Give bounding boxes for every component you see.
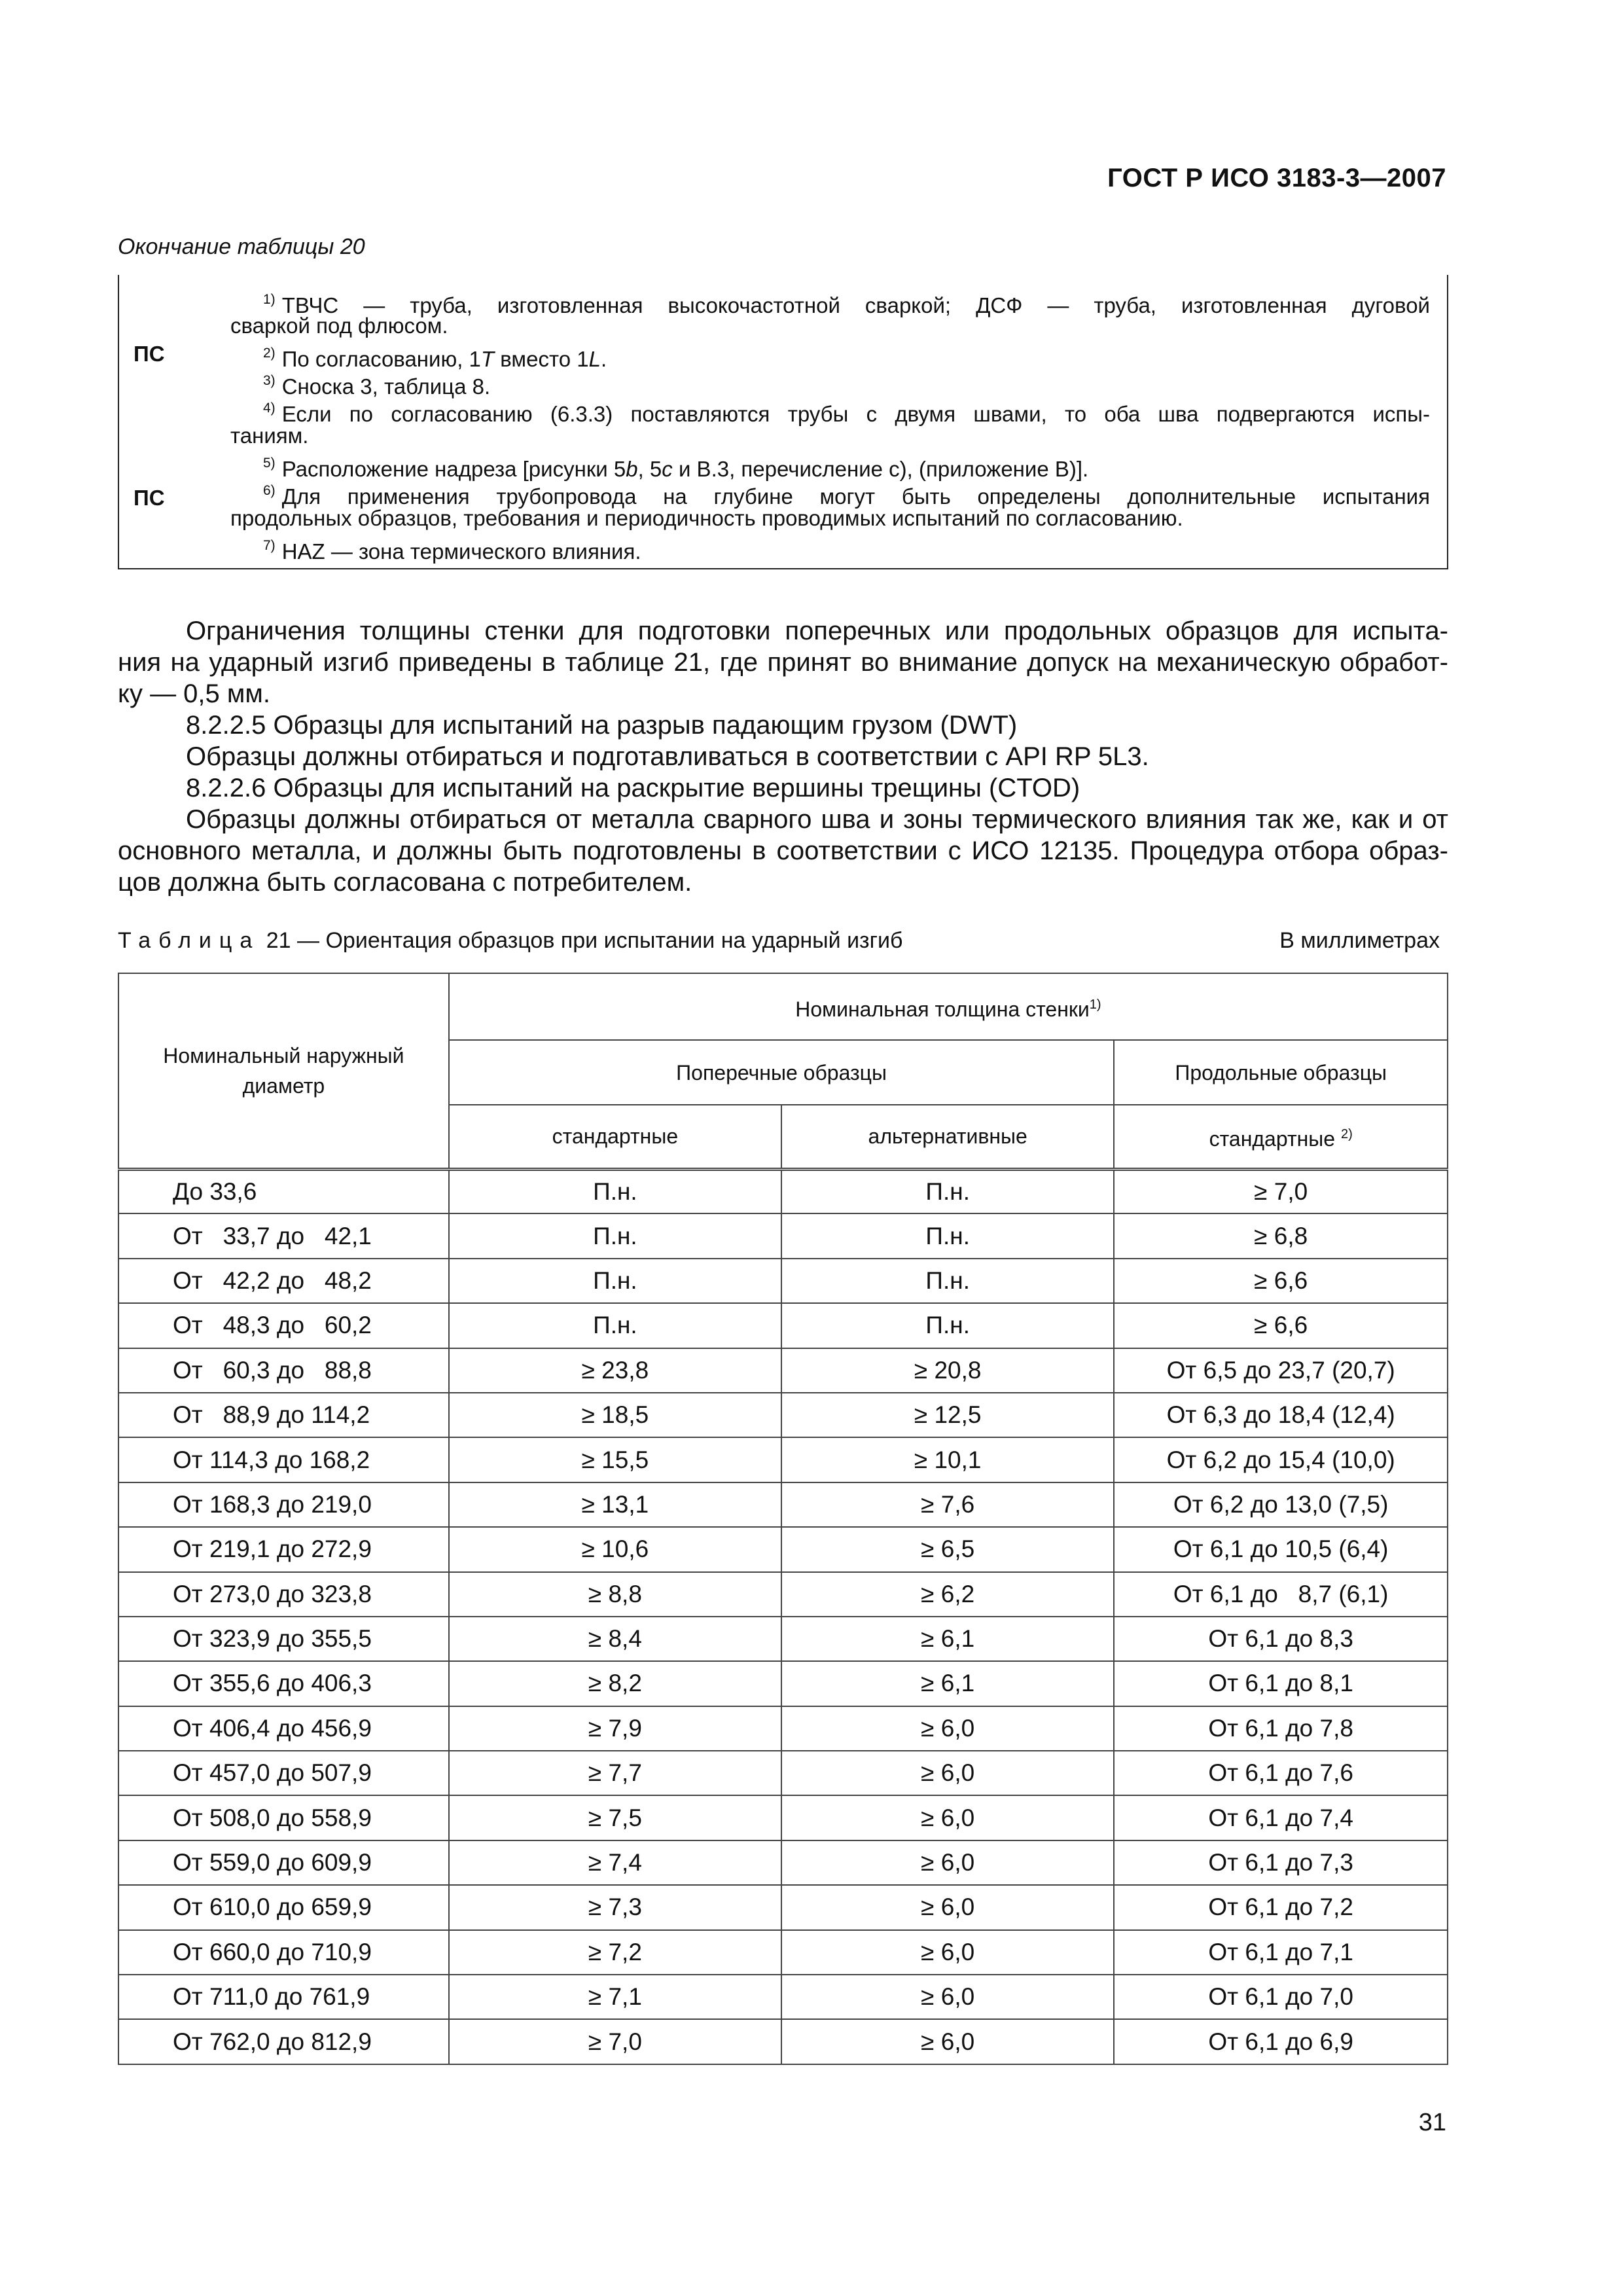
table-row [118,1751,1448,1795]
cell-transverse-alternative: ≥ 20,8 [781,1348,1114,1393]
cell-longitudinal-standard: От 6,1 до 8,7 (6,1) [1114,1572,1448,1617]
standard-designation: ГОСТ Р ИСО 3183-3—2007 [1107,164,1446,192]
cell-transverse-standard: ≥ 7,0 [449,2019,781,2064]
cell-diameter: От 762,0 до 812,9 [118,2019,449,2064]
cell-longitudinal-standard: От 6,2 до 15,4 (10,0) [1114,1437,1448,1482]
cell-longitudinal-standard: От 6,1 до 7,2 [1114,1885,1448,1929]
header-longitudinal-specimens: Продольные образцы [1114,1040,1448,1105]
table-row [118,1572,1448,1617]
cell-diameter: От 559,0 до 609,9 [118,1840,449,1885]
cell-transverse-standard: ≥ 10,6 [449,1527,781,1571]
cell-diameter: От 48,3 до 60,2 [118,1303,449,1348]
cell-transverse-alternative: ≥ 12,5 [781,1393,1114,1437]
footnote-4-line-1: $^{4)}$ Если по согласованию (6.3.3) поставляются трубы с двумя швами, то оба шва подвергаются испы- [263,401,1430,426]
table-row [118,1617,1448,1661]
table-row [118,1259,1448,1303]
cell-transverse-alternative: ≥ 6,0 [781,1795,1114,1840]
cell-transverse-alternative: ≥ 10,1 [781,1437,1114,1482]
cell-longitudinal-standard: От 6,5 до 23,7 (20,7) [1114,1348,1448,1393]
cell-transverse-standard: ≥ 8,8 [449,1572,781,1617]
cell-diameter: От 711,0 до 761,9 [118,1975,449,2019]
cell-transverse-standard: ≥ 23,8 [449,1348,781,1393]
cell-transverse-standard: ≥ 7,5 [449,1795,781,1840]
footnote-mark: 1) [263,292,276,307]
cell-transverse-alternative: ≥ 6,0 [781,1751,1114,1795]
footnote-1-line-1: $^{1)}$ ТВЧС — труба, изготовленная высокочастотной сваркой; ДСФ — труба, изготовленная дуговой [263,292,1430,317]
cell-longitudinal-standard: От 6,1 до 7,4 [1114,1795,1448,1840]
page-number: 31 [1418,2109,1446,2136]
cell-transverse-alternative: П.н. [781,1303,1114,1348]
header-transverse-specimens: Поперечные образцы [449,1040,1115,1105]
cell-longitudinal-standard: От 6,1 до 7,8 [1114,1706,1448,1751]
table-row [118,1527,1448,1571]
cell-transverse-standard: П.н. [449,1213,781,1258]
box-top-ticks [118,275,1448,284]
cell-diameter: От 457,0 до 507,9 [118,1751,449,1795]
table-row [118,1303,1448,1348]
table-row [118,1169,1448,1213]
header-standard: стандартные [449,1105,781,1169]
para-1-line-2: ния на ударный изгиб приведены в таблице 21, где принят во внимание допуск на механическую обработ- [118,648,1448,677]
cell-transverse-standard: ≥ 7,4 [449,1840,781,1885]
cell-longitudinal-standard: От 6,1 до 8,1 [1114,1661,1448,1706]
header-alternative: альтернативные [781,1105,1114,1169]
table-row [118,1930,1448,1975]
table-units: В миллиметрах [1279,928,1440,953]
table-row [118,1795,1448,1840]
header-standard-longitudinal: стандартные $^{2)}$ [1114,1105,1448,1169]
cell-transverse-standard: ≥ 7,3 [449,1885,781,1929]
table-row [118,1840,1448,1885]
table-continued-label: Окончание таблицы 20 [118,234,365,259]
table-row [118,1706,1448,1751]
cell-transverse-alternative: ≥ 6,1 [781,1661,1114,1706]
ps-label-1: ПС [134,342,165,366]
cell-transverse-standard: П.н. [449,1303,781,1348]
header-nominal-diameter: Номинальный наружный диаметр [118,973,449,1169]
cell-longitudinal-standard: От 6,1 до 6,9 [1114,2019,1448,2064]
cell-transverse-standard: ≥ 18,5 [449,1393,781,1437]
cell-diameter: От 33,7 до 42,1 [118,1213,449,1258]
cell-transverse-standard: ≥ 7,7 [449,1751,781,1795]
table-row [118,1885,1448,1929]
footnote-5: $^{5)}$ Расположение надреза [рисунки 5b, 5c и В.3, перечисление c), (приложение В)]. [263,456,1089,481]
cell-transverse-alternative: ≥ 7,6 [781,1482,1114,1527]
footnote-7: $^{7)}$ HAZ — зона термического влияния. [263,538,641,564]
table-row [118,1482,1448,1527]
footnotes-box [118,275,1448,569]
table-21-title [118,928,1440,954]
table-title-text: 21 — Ориентация образцов при испытании на ударный изгиб [260,928,903,953]
cell-longitudinal-standard: От 6,2 до 13,0 (7,5) [1114,1482,1448,1527]
para-2-line-2: основного металла, и должны быть подготовлены в соответствии с ИСО 12135. Процедура отбора образ- [118,836,1448,865]
table-row [118,1975,1448,2019]
cell-diameter: От 60,3 до 88,8 [118,1348,449,1393]
cell-longitudinal-standard: ≥ 7,0 [1114,1169,1448,1213]
cell-transverse-alternative: ≥ 6,0 [781,2019,1114,2064]
cell-diameter: От 42,2 до 48,2 [118,1259,449,1303]
cell-transverse-standard: П.н. [449,1259,781,1303]
para-1-line-3: ку — 0,5 мм. [118,679,271,708]
cell-transverse-alternative: ≥ 6,0 [781,1840,1114,1885]
cell-transverse-standard: ≥ 8,4 [449,1617,781,1661]
cell-longitudinal-standard: От 6,1 до 10,5 (6,4) [1114,1527,1448,1571]
cell-diameter: От 323,9 до 355,5 [118,1617,449,1661]
cell-diameter: От 88,9 до 114,2 [118,1393,449,1437]
cell-longitudinal-standard: От 6,1 до 7,0 [1114,1975,1448,2019]
table-21 [118,973,1448,2065]
cell-diameter: До 33,6 [118,1169,449,1213]
cell-diameter: От 508,0 до 558,9 [118,1795,449,1840]
body-text [118,615,1448,898]
cell-transverse-standard: ≥ 8,2 [449,1661,781,1706]
footnote-4-line-2: таниям. [230,423,309,448]
cell-transverse-alternative: ≥ 6,0 [781,1885,1114,1929]
cell-diameter: От 114,3 до 168,2 [118,1437,449,1482]
cell-transverse-alternative: П.н. [781,1169,1114,1213]
cell-transverse-standard: П.н. [449,1169,781,1213]
cell-transverse-alternative: П.н. [781,1259,1114,1303]
table-word: Таблица [118,928,260,953]
cell-transverse-alternative: ≥ 6,0 [781,1706,1114,1751]
cell-longitudinal-standard: От 6,1 до 8,3 [1114,1617,1448,1661]
cell-transverse-alternative: ≥ 6,2 [781,1572,1114,1617]
table-row [118,1661,1448,1706]
section-8-2-2-5-heading: 8.2.2.5 Образцы для испытаний на разрыв падающим грузом (DWT) [186,711,1018,740]
para-2-line-1: Образцы должны отбираться от металла сварного шва и зоны термического влияния так же, как и от [186,805,1448,834]
cell-longitudinal-standard: ≥ 6,6 [1114,1259,1448,1303]
cell-diameter: От 273,0 до 323,8 [118,1572,449,1617]
para-2-line-3: цов должна быть согласована с потребителем. [118,868,692,897]
cell-transverse-alternative: ≥ 6,0 [781,1930,1114,1975]
table-row [118,1437,1448,1482]
header-nominal-wall-thickness: Номинальная толщина стенки$^{1)}$ [449,973,1448,1040]
table-row [118,1213,1448,1258]
footnote-6-line-1: $^{6)}$ Для применения трубопровода на глубине могут быть определены дополнительные испытания [263,483,1430,509]
cell-diameter: От 406,4 до 456,9 [118,1706,449,1751]
table-21-body [118,1169,1448,2064]
cell-diameter: От 610,0 до 659,9 [118,1885,449,1929]
cell-transverse-alternative: П.н. [781,1213,1114,1258]
cell-longitudinal-standard: От 6,3 до 18,4 (12,4) [1114,1393,1448,1437]
cell-transverse-standard: ≥ 15,5 [449,1437,781,1482]
cell-longitudinal-standard: От 6,1 до 7,3 [1114,1840,1448,1885]
cell-diameter: От 355,6 до 406,3 [118,1661,449,1706]
section-8-2-2-6-heading: 8.2.2.6 Образцы для испытаний на раскрытие вершины трещины (CTOD) [186,774,1080,802]
table-row [118,1393,1448,1437]
footnote-6-line-2: продольных образцов, требования и периодичность проводимых испытаний по согласованию. [230,506,1183,530]
cell-transverse-alternative: ≥ 6,1 [781,1617,1114,1661]
cell-longitudinal-standard: ≥ 6,6 [1114,1303,1448,1348]
cell-transverse-standard: ≥ 7,2 [449,1930,781,1975]
cell-diameter: От 219,1 до 272,9 [118,1527,449,1571]
cell-longitudinal-standard: От 6,1 до 7,6 [1114,1751,1448,1795]
cell-transverse-alternative: ≥ 6,5 [781,1527,1114,1571]
para-1-line-1: Ограничения толщины стенки для подготовки поперечных или продольных образцов для испыта- [186,617,1448,645]
cell-longitudinal-standard: ≥ 6,8 [1114,1213,1448,1258]
cell-transverse-standard: ≥ 7,1 [449,1975,781,2019]
cell-longitudinal-standard: От 6,1 до 7,1 [1114,1930,1448,1975]
cell-transverse-standard: ≥ 7,9 [449,1706,781,1751]
footnote-1-line-2: сваркой под флюсом. [230,314,448,338]
cell-transverse-standard: ≥ 13,1 [449,1482,781,1527]
footnote-3: $^{3)}$ Сноска 3, таблица 8. [263,373,491,399]
ps-label-2: ПС [134,486,165,510]
table-row [118,2019,1448,2064]
footnote-2: $^{2)}$ По согласованию, 1T вместо 1L. [263,346,607,371]
cell-diameter: От 660,0 до 710,9 [118,1930,449,1975]
cell-transverse-alternative: ≥ 6,0 [781,1975,1114,2019]
section-8-2-2-5-text: Образцы должны отбираться и подготавливаться в соответствии с API RP 5L3. [186,742,1149,771]
table-row [118,1348,1448,1393]
cell-diameter: От 168,3 до 219,0 [118,1482,449,1527]
